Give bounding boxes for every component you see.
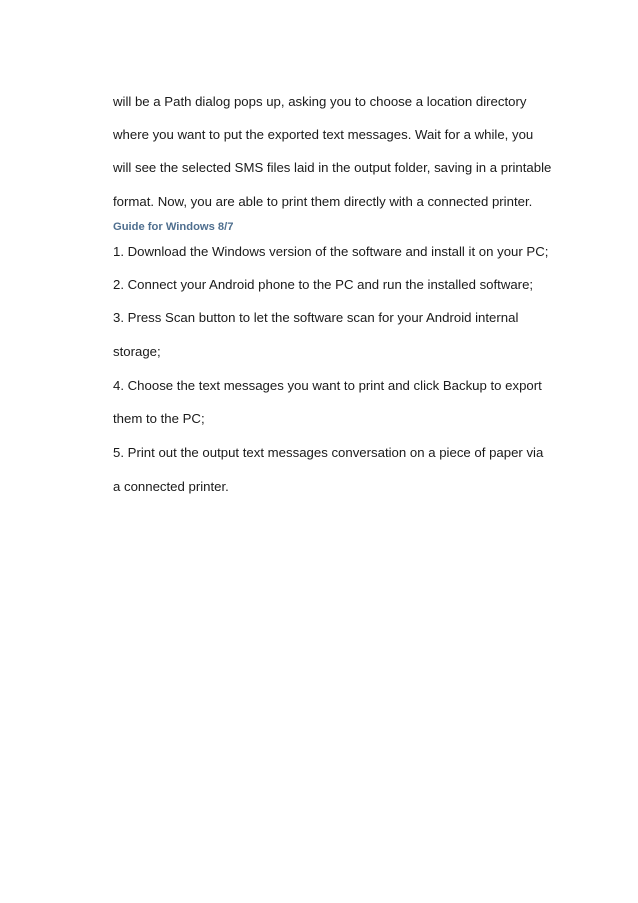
- guide-step-line-3: 3. Press Scan button to let the software scan for your Android internal: [113, 310, 519, 325]
- intro-line-3: will see the selected SMS files laid in the output folder, saving in a printable: [113, 160, 552, 175]
- guide-heading: Guide for Windows 8/7: [113, 221, 234, 233]
- guide-step-line-1: 1. Download the Windows version of the software and install it on your PC;: [113, 244, 549, 259]
- guide-step-line-2: 2. Connect your Android phone to the PC and run the installed software;: [113, 277, 534, 292]
- guide-step-line-8: a connected printer.: [113, 479, 229, 494]
- guide-step-line-4: storage;: [113, 344, 161, 359]
- intro-line-1: will be a Path dialog pops up, asking you to choose a location directory: [113, 94, 527, 109]
- guide-step-line-7: 5. Print out the output text messages conversation on a piece of paper via: [113, 445, 544, 460]
- guide-step-line-6: them to the PC;: [113, 411, 205, 426]
- guide-step-line-5: 4. Choose the text messages you want to print and click Backup to export: [113, 378, 542, 393]
- intro-line-2: where you want to put the exported text messages. Wait for a while, you: [113, 127, 534, 142]
- intro-line-4: format. Now, you are able to print them directly with a connected printer.: [113, 194, 533, 209]
